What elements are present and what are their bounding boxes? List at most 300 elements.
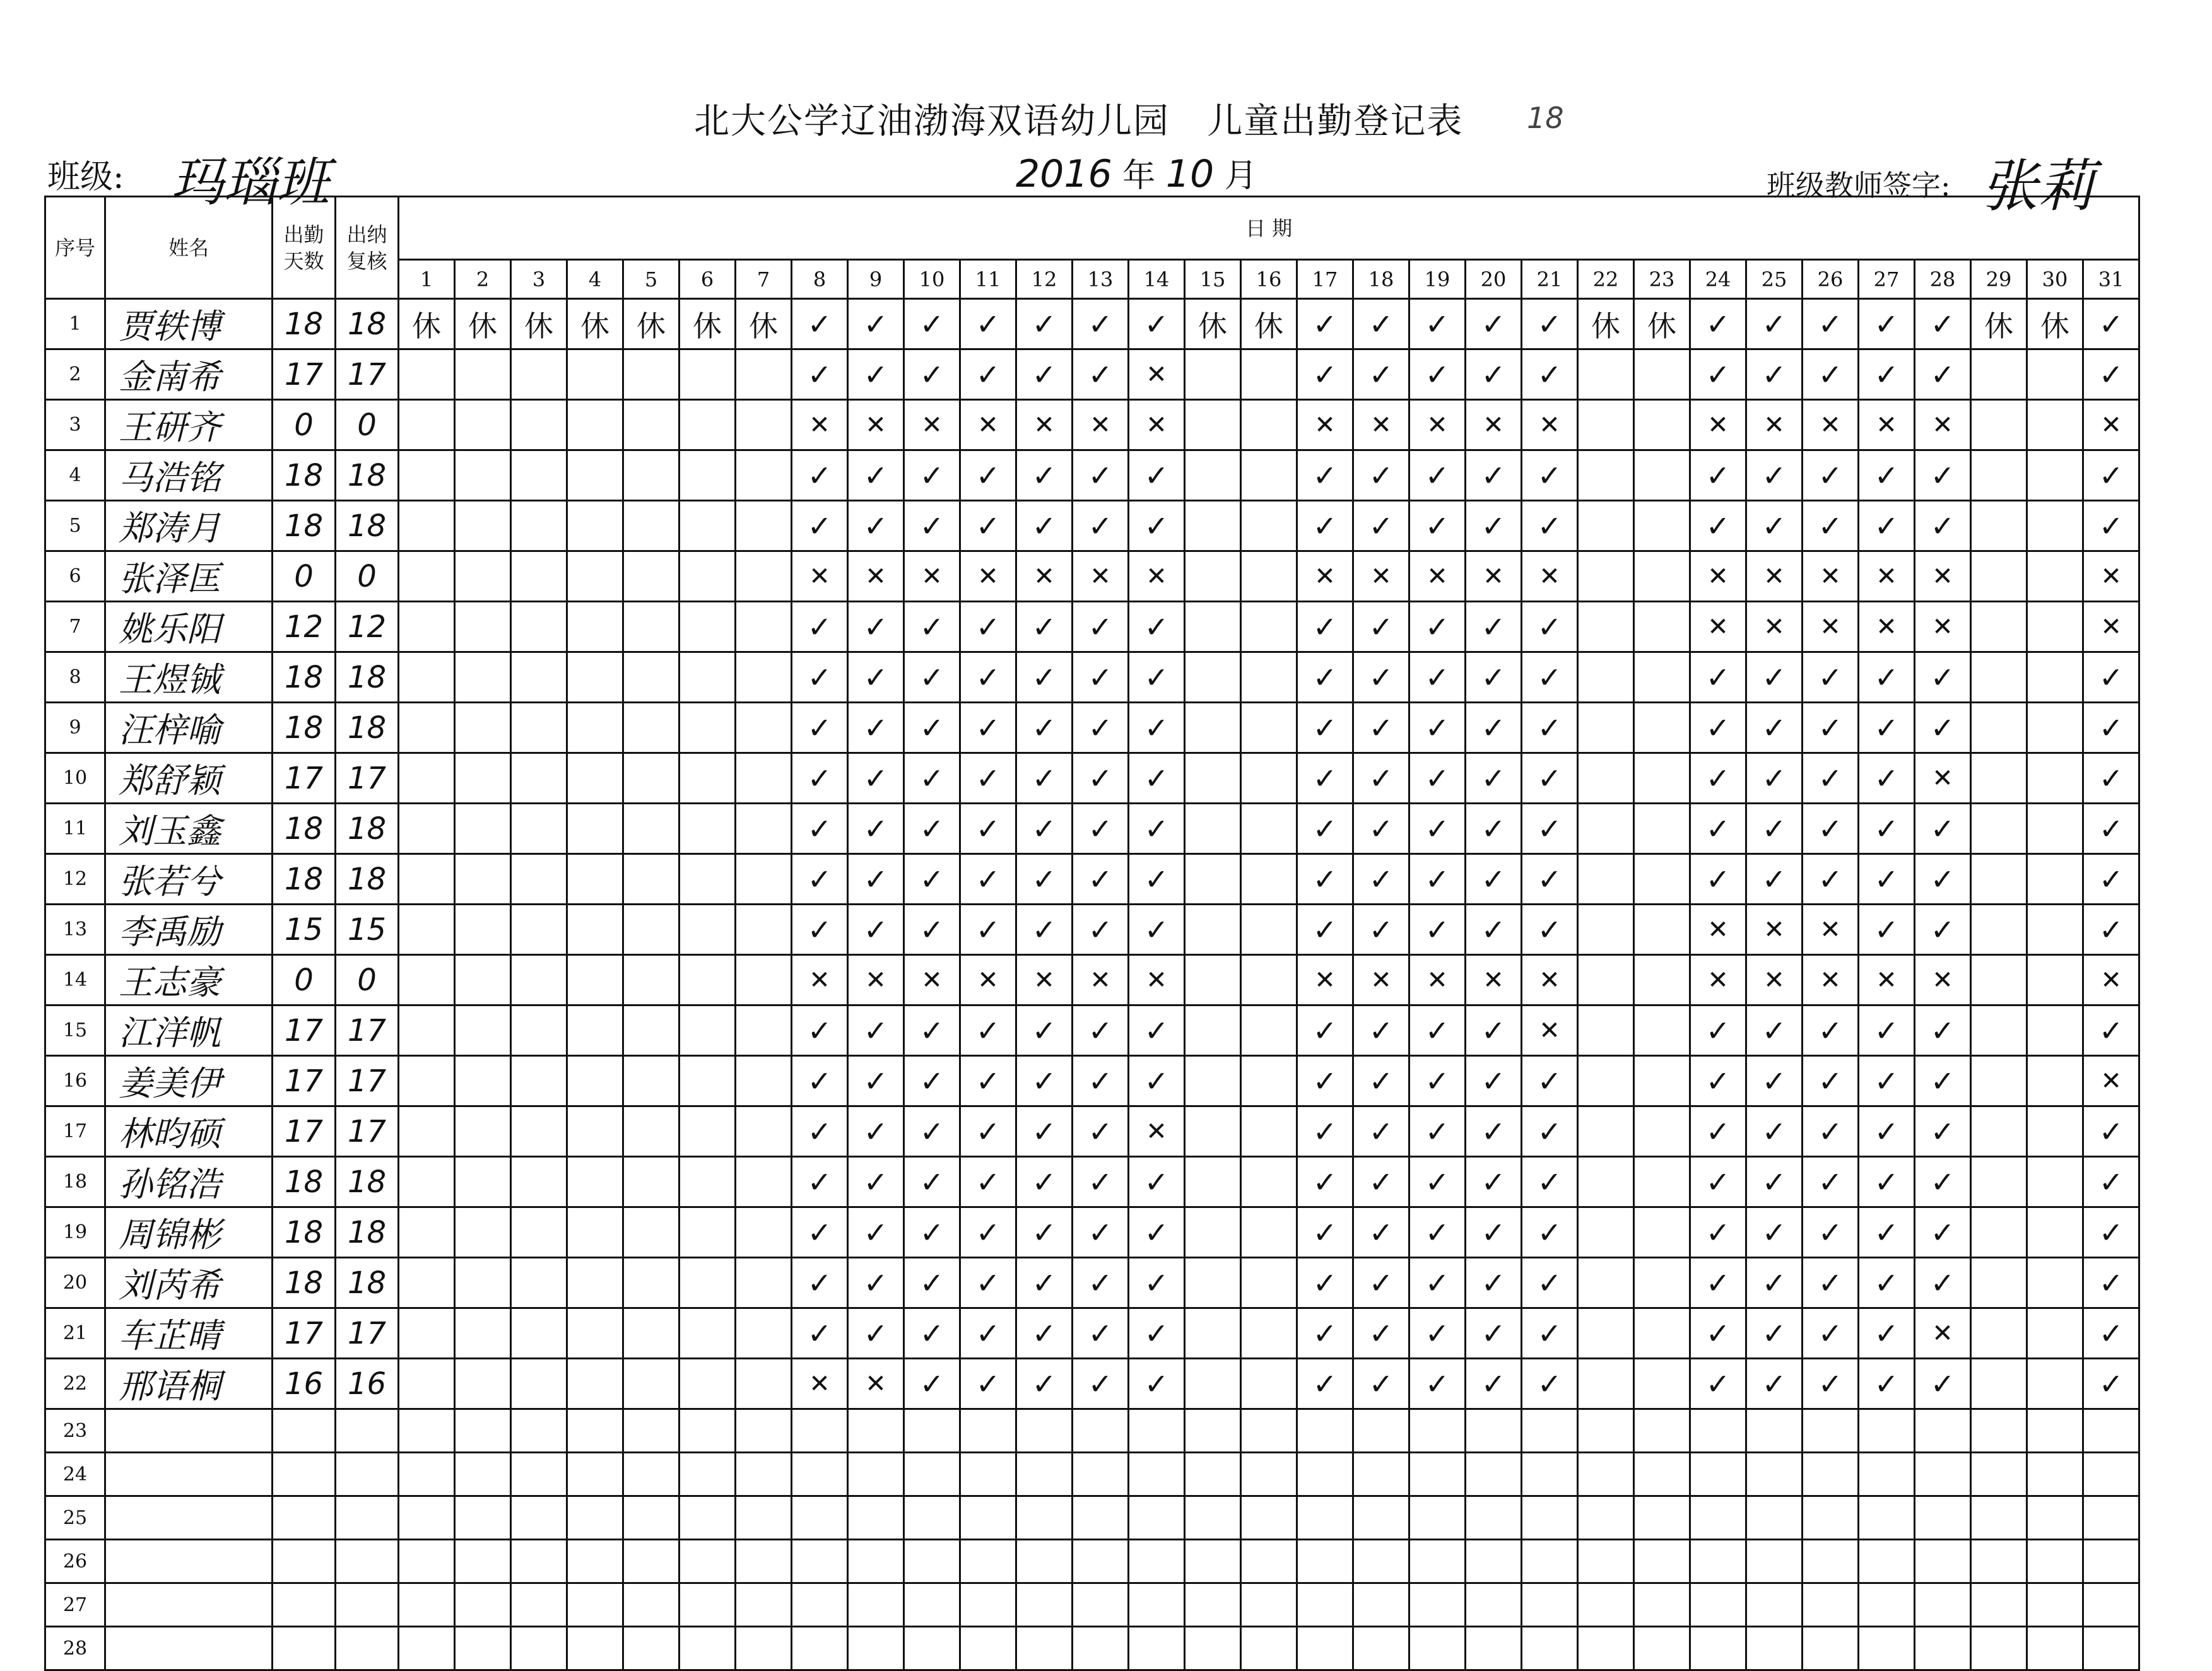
day-header: 17 xyxy=(1297,260,1353,299)
day-header: 22 xyxy=(1578,260,1634,299)
empty-day-cell xyxy=(679,905,736,955)
absent-mark: ✕ xyxy=(848,400,904,450)
empty-day-cell xyxy=(511,1207,567,1258)
present-mark: ✓ xyxy=(792,1006,848,1056)
present-mark: ✓ xyxy=(792,854,848,905)
present-mark: ✓ xyxy=(1859,1258,1915,1308)
present-mark: ✓ xyxy=(1859,299,1915,349)
empty-day-cell xyxy=(736,1359,792,1409)
present-mark: ✓ xyxy=(1297,1006,1353,1056)
day-header: 24 xyxy=(1690,260,1746,299)
present-mark: ✓ xyxy=(792,1207,848,1258)
empty-day-cell xyxy=(1971,1359,2027,1409)
present-mark: ✓ xyxy=(1409,703,1466,753)
empty-day-cell xyxy=(1241,703,1297,753)
present-mark: ✓ xyxy=(960,1258,1016,1308)
name-cell: 马浩铭 xyxy=(105,450,273,501)
empty-day-cell xyxy=(1634,1106,1690,1157)
empty-day-cell xyxy=(960,1496,1016,1540)
seq-cell: 5 xyxy=(45,501,105,551)
empty-day-cell xyxy=(1241,804,1297,854)
empty-day-cell xyxy=(511,602,567,652)
empty-day-cell xyxy=(679,1583,736,1627)
empty-day-cell xyxy=(679,1106,736,1157)
empty-day-cell xyxy=(455,450,511,501)
empty-day-cell xyxy=(623,703,679,753)
check-cell: 18 xyxy=(336,854,399,905)
present-mark: ✓ xyxy=(904,450,960,501)
present-mark: ✓ xyxy=(1690,1359,1746,1409)
present-mark: ✓ xyxy=(960,299,1016,349)
seq-cell: 24 xyxy=(45,1453,105,1496)
empty-day-cell xyxy=(2083,1540,2139,1583)
empty-day-cell xyxy=(1241,1308,1297,1359)
absent-mark: ✕ xyxy=(1803,551,1859,602)
empty-day-cell xyxy=(1859,1453,1915,1496)
empty-day-cell xyxy=(1129,1540,1185,1583)
empty-day-cell xyxy=(455,652,511,703)
empty-day-cell xyxy=(1241,854,1297,905)
empty-day-cell xyxy=(1915,1540,1971,1583)
empty-day-cell xyxy=(848,1453,904,1496)
name-cell: 姜美伊 xyxy=(105,1056,273,1106)
absent-mark: ✕ xyxy=(904,551,960,602)
present-mark: ✓ xyxy=(1409,501,1466,551)
present-mark: ✓ xyxy=(1915,299,1971,349)
empty-day-cell xyxy=(1578,905,1634,955)
seq-cell: 13 xyxy=(45,905,105,955)
empty-day-cell xyxy=(1803,1540,1859,1583)
empty-day-cell xyxy=(511,804,567,854)
empty-day-cell xyxy=(1971,905,2027,955)
table-row xyxy=(45,1583,2139,1627)
empty-day-cell xyxy=(2027,1540,2083,1583)
present-mark: ✓ xyxy=(960,804,1016,854)
name-cell: 金南希 xyxy=(105,349,273,400)
empty-day-cell xyxy=(1803,1496,1859,1540)
present-mark: ✓ xyxy=(904,501,960,551)
empty-day-cell xyxy=(1634,905,1690,955)
empty-day-cell xyxy=(1409,1540,1466,1583)
present-mark: ✓ xyxy=(1522,1207,1578,1258)
absent-mark: ✕ xyxy=(904,400,960,450)
empty-day-cell xyxy=(455,1583,511,1627)
seq-cell: 14 xyxy=(45,955,105,1006)
present-mark: ✓ xyxy=(1016,804,1073,854)
empty-day-cell xyxy=(736,349,792,400)
class-name: 玛瑙班 xyxy=(170,151,330,213)
days-cell: 18 xyxy=(273,703,336,753)
day-header: 11 xyxy=(960,260,1016,299)
present-mark: ✓ xyxy=(1297,349,1353,400)
empty-day-cell xyxy=(1409,1453,1466,1496)
present-mark: ✓ xyxy=(1859,652,1915,703)
empty-day-cell xyxy=(2027,703,2083,753)
present-mark: ✓ xyxy=(1297,753,1353,804)
absent-mark: ✕ xyxy=(1690,905,1746,955)
empty-day-cell xyxy=(1971,703,2027,753)
empty-day-cell xyxy=(1634,1056,1690,1106)
empty-day-cell xyxy=(1634,703,1690,753)
present-mark: ✓ xyxy=(1297,501,1353,551)
empty-day-cell xyxy=(1185,854,1241,905)
empty-day-cell xyxy=(960,1583,1016,1627)
check-cell xyxy=(336,1583,399,1627)
seq-cell: 3 xyxy=(45,400,105,450)
present-mark: ✓ xyxy=(792,450,848,501)
empty-day-cell xyxy=(2027,1106,2083,1157)
days-cell xyxy=(273,1540,336,1583)
empty-day-cell xyxy=(736,905,792,955)
present-mark: ✓ xyxy=(904,804,960,854)
empty-day-cell xyxy=(623,1006,679,1056)
absent-mark: ✕ xyxy=(1915,753,1971,804)
check-cell: 17 xyxy=(336,349,399,400)
table-row xyxy=(45,1627,2139,1670)
check-cell xyxy=(336,1627,399,1670)
present-mark: ✓ xyxy=(1409,1056,1466,1106)
col-check: 出纳 复核 xyxy=(336,197,399,299)
empty-day-cell xyxy=(2027,955,2083,1006)
empty-day-cell xyxy=(399,652,455,703)
seq-cell: 6 xyxy=(45,551,105,602)
name-cell: 李禹励 xyxy=(105,905,273,955)
day-header: 12 xyxy=(1016,260,1073,299)
empty-day-cell xyxy=(623,1409,679,1453)
empty-day-cell xyxy=(455,753,511,804)
table-row xyxy=(45,450,2139,501)
absent-mark: ✕ xyxy=(1522,1006,1578,1056)
day-header: 1 xyxy=(399,260,455,299)
empty-day-cell xyxy=(960,1409,1016,1453)
empty-day-cell xyxy=(511,1453,567,1496)
empty-day-cell xyxy=(455,1540,511,1583)
empty-day-cell xyxy=(1971,1453,2027,1496)
name-cell: 郑舒颖 xyxy=(105,753,273,804)
empty-day-cell xyxy=(848,1496,904,1540)
present-mark: ✓ xyxy=(1746,652,1803,703)
empty-day-cell xyxy=(455,1157,511,1207)
absent-mark: ✕ xyxy=(1746,905,1803,955)
empty-day-cell xyxy=(1859,1627,1915,1670)
days-cell: 0 xyxy=(273,955,336,1006)
absent-mark: ✕ xyxy=(1297,955,1353,1006)
present-mark: ✓ xyxy=(848,652,904,703)
present-mark: ✓ xyxy=(960,501,1016,551)
empty-day-cell xyxy=(399,753,455,804)
empty-day-cell xyxy=(1578,1308,1634,1359)
rest-mark: 休 xyxy=(623,299,679,349)
empty-day-cell xyxy=(1185,1106,1241,1157)
present-mark: ✓ xyxy=(1859,501,1915,551)
empty-day-cell xyxy=(623,400,679,450)
present-mark: ✓ xyxy=(960,1056,1016,1106)
day-header: 25 xyxy=(1746,260,1803,299)
present-mark: ✓ xyxy=(1353,1308,1409,1359)
present-mark: ✓ xyxy=(1746,703,1803,753)
days-cell: 15 xyxy=(273,905,336,955)
empty-day-cell xyxy=(2027,753,2083,804)
present-mark: ✓ xyxy=(1803,1359,1859,1409)
present-mark: ✓ xyxy=(1522,804,1578,854)
present-mark: ✓ xyxy=(1016,1106,1073,1157)
empty-day-cell xyxy=(399,1157,455,1207)
absent-mark: ✕ xyxy=(2083,602,2139,652)
col-days: 出勤 天数 xyxy=(273,197,336,299)
seq-cell: 19 xyxy=(45,1207,105,1258)
empty-day-cell xyxy=(1971,1583,2027,1627)
present-mark: ✓ xyxy=(1353,1006,1409,1056)
empty-day-cell xyxy=(1185,955,1241,1006)
day-header: 30 xyxy=(2027,260,2083,299)
present-mark: ✓ xyxy=(1859,804,1915,854)
empty-day-cell xyxy=(679,1627,736,1670)
present-mark: ✓ xyxy=(1353,1359,1409,1409)
present-mark: ✓ xyxy=(848,1308,904,1359)
empty-day-cell xyxy=(1971,1258,2027,1308)
rest-mark: 休 xyxy=(1185,299,1241,349)
name-cell: 姚乐阳 xyxy=(105,602,273,652)
empty-day-cell xyxy=(399,1627,455,1670)
present-mark: ✓ xyxy=(1353,602,1409,652)
present-mark: ✓ xyxy=(1522,854,1578,905)
present-mark: ✓ xyxy=(1297,703,1353,753)
empty-day-cell xyxy=(848,1627,904,1670)
day-header: 2 xyxy=(455,260,511,299)
present-mark: ✓ xyxy=(1297,1056,1353,1106)
present-mark: ✓ xyxy=(1466,349,1522,400)
empty-day-cell xyxy=(399,955,455,1006)
present-mark: ✓ xyxy=(1522,349,1578,400)
table-row xyxy=(45,1207,2139,1258)
empty-day-cell xyxy=(904,1409,960,1453)
rest-mark: 休 xyxy=(399,299,455,349)
days-cell: 17 xyxy=(273,349,336,400)
empty-day-cell xyxy=(1971,450,2027,501)
absent-mark: ✕ xyxy=(1409,955,1466,1006)
present-mark: ✓ xyxy=(1859,450,1915,501)
present-mark: ✓ xyxy=(1016,450,1073,501)
empty-day-cell xyxy=(399,1308,455,1359)
empty-day-cell xyxy=(399,905,455,955)
present-mark: ✓ xyxy=(792,1258,848,1308)
rest-mark: 休 xyxy=(2027,299,2083,349)
empty-day-cell xyxy=(679,1157,736,1207)
absent-mark: ✕ xyxy=(792,400,848,450)
empty-day-cell xyxy=(623,349,679,400)
empty-day-cell xyxy=(1578,501,1634,551)
teacher-label: 班级教师签字: xyxy=(1767,168,1951,202)
check-cell: 18 xyxy=(336,804,399,854)
empty-day-cell xyxy=(2027,1056,2083,1106)
present-mark: ✓ xyxy=(1073,1308,1129,1359)
empty-day-cell xyxy=(2027,1409,2083,1453)
empty-day-cell xyxy=(455,955,511,1006)
title-annotation: 18 xyxy=(1527,101,1564,135)
present-mark: ✓ xyxy=(1073,299,1129,349)
present-mark: ✓ xyxy=(1690,1258,1746,1308)
present-mark: ✓ xyxy=(1016,905,1073,955)
name-cell: 张泽匡 xyxy=(105,551,273,602)
present-mark: ✓ xyxy=(1466,1308,1522,1359)
present-mark: ✓ xyxy=(792,349,848,400)
empty-day-cell xyxy=(1522,1540,1578,1583)
empty-day-cell xyxy=(567,450,623,501)
empty-day-cell xyxy=(1690,1627,1746,1670)
seq-cell: 1 xyxy=(45,299,105,349)
absent-mark: ✕ xyxy=(1129,349,1185,400)
present-mark: ✓ xyxy=(1522,703,1578,753)
month-value: 10 xyxy=(1165,152,1215,196)
days-cell xyxy=(273,1583,336,1627)
absent-mark: ✕ xyxy=(1522,955,1578,1006)
present-mark: ✓ xyxy=(1129,753,1185,804)
present-mark: ✓ xyxy=(792,1308,848,1359)
empty-day-cell xyxy=(1185,1496,1241,1540)
empty-day-cell xyxy=(511,854,567,905)
empty-day-cell xyxy=(2027,1207,2083,1258)
empty-day-cell xyxy=(679,551,736,602)
empty-day-cell xyxy=(455,854,511,905)
present-mark: ✓ xyxy=(904,1359,960,1409)
absent-mark: ✕ xyxy=(1522,551,1578,602)
present-mark: ✓ xyxy=(1297,1308,1353,1359)
present-mark: ✓ xyxy=(1915,854,1971,905)
present-mark: ✓ xyxy=(1466,652,1522,703)
empty-day-cell xyxy=(736,1583,792,1627)
present-mark: ✓ xyxy=(1297,299,1353,349)
empty-day-cell xyxy=(736,753,792,804)
present-mark: ✓ xyxy=(1297,652,1353,703)
present-mark: ✓ xyxy=(1297,1359,1353,1409)
empty-day-cell xyxy=(904,1540,960,1583)
empty-day-cell xyxy=(511,652,567,703)
absent-mark: ✕ xyxy=(1859,400,1915,450)
present-mark: ✓ xyxy=(1690,501,1746,551)
absent-mark: ✕ xyxy=(1409,400,1466,450)
rest-mark: 休 xyxy=(1241,299,1297,349)
name-cell: 江洋帆 xyxy=(105,1006,273,1056)
empty-day-cell xyxy=(567,1258,623,1308)
check-cell: 16 xyxy=(336,1359,399,1409)
absent-mark: ✕ xyxy=(904,955,960,1006)
empty-day-cell xyxy=(1578,1258,1634,1308)
empty-day-cell xyxy=(399,1207,455,1258)
empty-day-cell xyxy=(511,400,567,450)
present-mark: ✓ xyxy=(2083,1258,2139,1308)
present-mark: ✓ xyxy=(1803,450,1859,501)
absent-mark: ✕ xyxy=(1129,551,1185,602)
present-mark: ✓ xyxy=(904,299,960,349)
table-row xyxy=(45,1258,2139,1308)
absent-mark: ✕ xyxy=(2083,955,2139,1006)
rest-mark: 休 xyxy=(1971,299,2027,349)
present-mark: ✓ xyxy=(792,652,848,703)
empty-day-cell xyxy=(1016,1583,1073,1627)
empty-day-cell xyxy=(792,1453,848,1496)
empty-day-cell xyxy=(511,1583,567,1627)
absent-mark: ✕ xyxy=(1016,400,1073,450)
empty-day-cell xyxy=(1241,1359,1297,1409)
present-mark: ✓ xyxy=(1409,450,1466,501)
empty-day-cell xyxy=(2027,804,2083,854)
name-cell: 邢语桐 xyxy=(105,1359,273,1409)
day-header: 20 xyxy=(1466,260,1522,299)
present-mark: ✓ xyxy=(1073,1106,1129,1157)
empty-day-cell xyxy=(1241,905,1297,955)
empty-day-cell xyxy=(1971,349,2027,400)
present-mark: ✓ xyxy=(1803,804,1859,854)
empty-day-cell xyxy=(1578,1006,1634,1056)
absent-mark: ✕ xyxy=(1073,400,1129,450)
empty-day-cell xyxy=(1915,1627,1971,1670)
present-mark: ✓ xyxy=(1297,450,1353,501)
empty-day-cell xyxy=(1634,753,1690,804)
check-cell: 18 xyxy=(336,501,399,551)
present-mark: ✓ xyxy=(1690,1056,1746,1106)
present-mark: ✓ xyxy=(792,1056,848,1106)
present-mark: ✓ xyxy=(1129,1157,1185,1207)
empty-day-cell xyxy=(399,400,455,450)
empty-day-cell xyxy=(1859,1409,1915,1453)
empty-day-cell xyxy=(455,1106,511,1157)
present-mark: ✓ xyxy=(1409,652,1466,703)
present-mark: ✓ xyxy=(960,1157,1016,1207)
empty-day-cell xyxy=(1466,1540,1522,1583)
empty-day-cell xyxy=(1634,652,1690,703)
empty-day-cell xyxy=(960,1540,1016,1583)
empty-day-cell xyxy=(1634,551,1690,602)
rest-mark: 休 xyxy=(1578,299,1634,349)
empty-day-cell xyxy=(1185,652,1241,703)
absent-mark: ✕ xyxy=(848,1359,904,1409)
empty-day-cell xyxy=(1073,1540,1129,1583)
absent-mark: ✕ xyxy=(1746,400,1803,450)
absent-mark: ✕ xyxy=(1915,400,1971,450)
present-mark: ✓ xyxy=(904,1157,960,1207)
empty-day-cell xyxy=(1185,905,1241,955)
present-mark: ✓ xyxy=(1690,804,1746,854)
present-mark: ✓ xyxy=(1129,1207,1185,1258)
present-mark: ✓ xyxy=(1690,1157,1746,1207)
present-mark: ✓ xyxy=(848,349,904,400)
empty-day-cell xyxy=(2027,1583,2083,1627)
empty-day-cell xyxy=(1746,1453,1803,1496)
empty-day-cell xyxy=(567,652,623,703)
empty-day-cell xyxy=(1578,703,1634,753)
absent-mark: ✕ xyxy=(1690,400,1746,450)
empty-day-cell xyxy=(736,652,792,703)
absent-mark: ✕ xyxy=(848,551,904,602)
days-cell xyxy=(273,1453,336,1496)
present-mark: ✓ xyxy=(1803,1207,1859,1258)
present-mark: ✓ xyxy=(1297,1106,1353,1157)
class-label: 班级: xyxy=(47,158,124,196)
present-mark: ✓ xyxy=(792,804,848,854)
check-cell: 12 xyxy=(336,602,399,652)
empty-day-cell xyxy=(1971,1056,2027,1106)
empty-day-cell xyxy=(1185,349,1241,400)
empty-day-cell xyxy=(455,400,511,450)
check-cell xyxy=(336,1453,399,1496)
present-mark: ✓ xyxy=(1522,1157,1578,1207)
empty-day-cell xyxy=(1634,1496,1690,1540)
absent-mark: ✕ xyxy=(2083,1056,2139,1106)
absent-mark: ✕ xyxy=(1522,400,1578,450)
days-cell: 16 xyxy=(273,1359,336,1409)
present-mark: ✓ xyxy=(904,1106,960,1157)
empty-day-cell xyxy=(1241,1496,1297,1540)
